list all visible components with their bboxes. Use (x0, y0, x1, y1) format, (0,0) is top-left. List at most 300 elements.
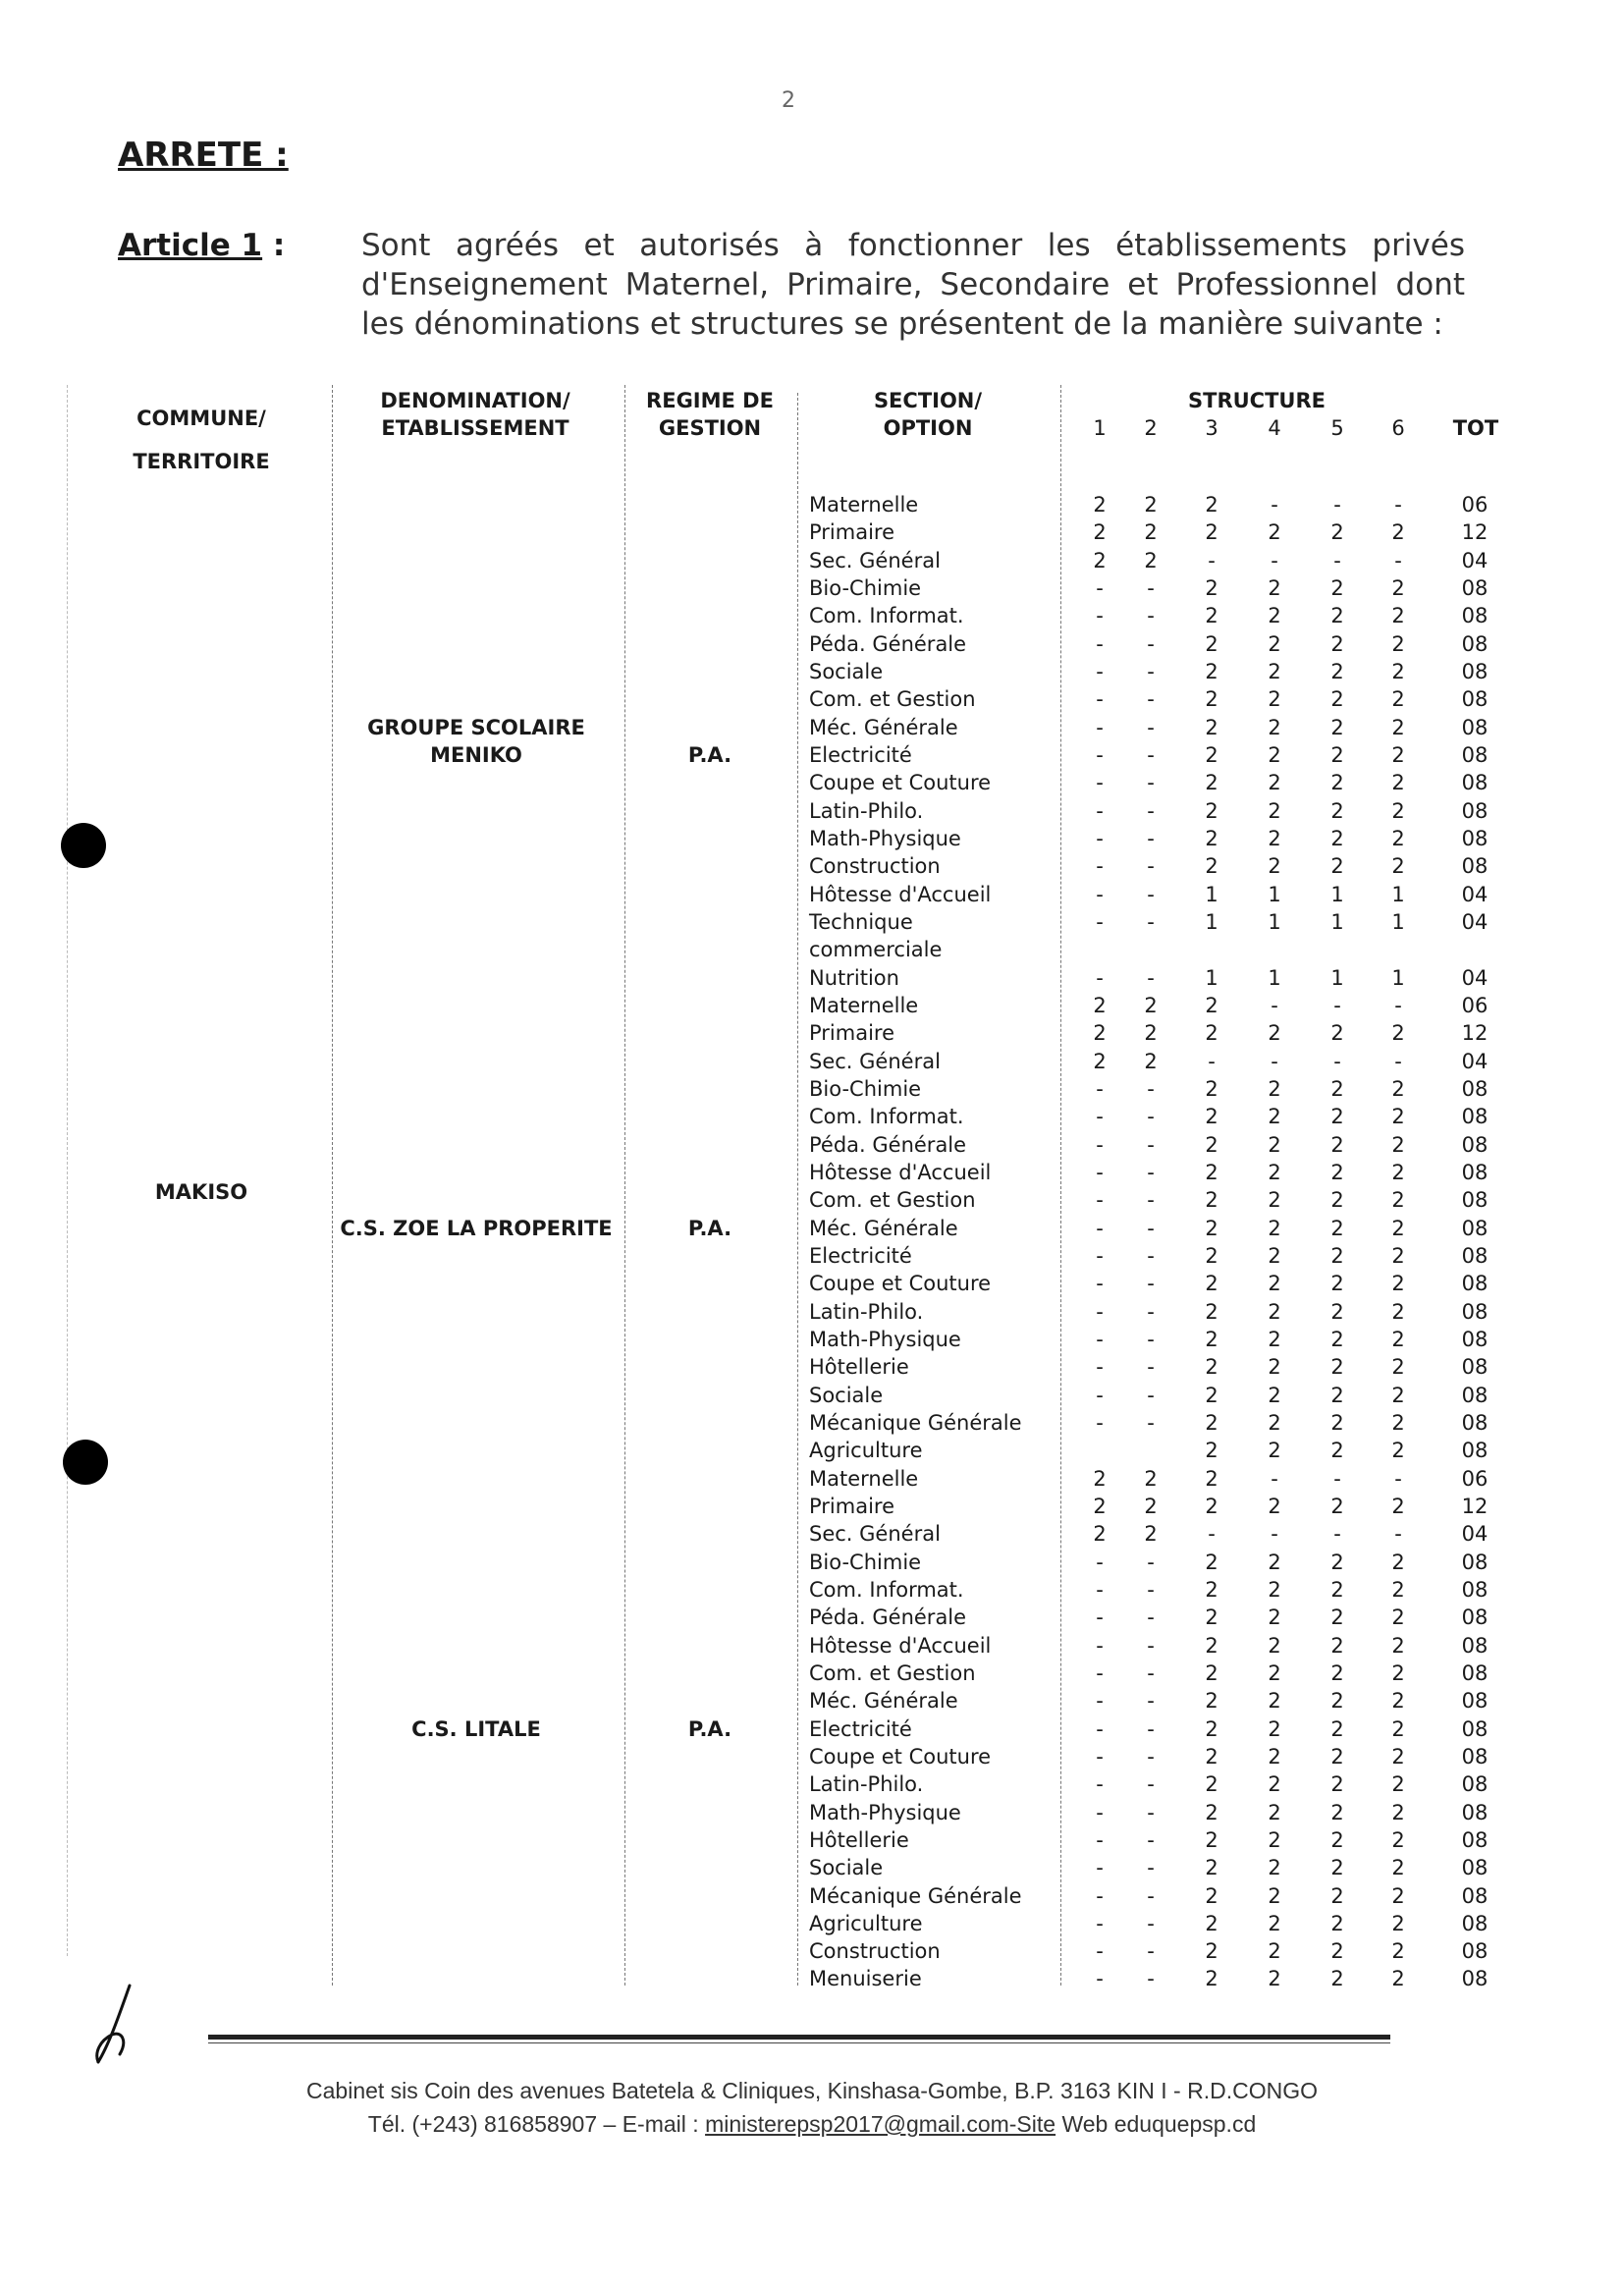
option-label: Sociale (809, 1383, 884, 1407)
class-3-count: 2 (1205, 1272, 1218, 1296)
class-2-count: - (1147, 1689, 1155, 1714)
option-label: Math-Physique (809, 1327, 961, 1351)
class-4-count: 2 (1268, 1550, 1281, 1574)
class-4-count: 2 (1268, 826, 1281, 850)
class-6-count: 2 (1391, 604, 1405, 628)
class-2-count: - (1147, 687, 1155, 712)
class-2-count: - (1147, 1327, 1155, 1351)
class-2-count: - (1147, 1744, 1155, 1769)
class-2-count: - (1147, 826, 1155, 850)
class-4-count: 2 (1268, 715, 1281, 739)
class-2-count: - (1147, 1188, 1155, 1213)
class-1-count: - (1096, 659, 1104, 683)
class-5-count: 2 (1330, 1827, 1344, 1852)
header-class-4: 4 (1268, 416, 1281, 440)
row-total: 08 (1461, 687, 1489, 712)
class-1-count: - (1096, 1188, 1104, 1213)
class-1-count: - (1096, 1243, 1104, 1268)
header-tot: TOT (1452, 416, 1499, 440)
option-label: Electricité (809, 742, 912, 767)
class-2-count: - (1147, 1272, 1155, 1296)
class-1-count: - (1096, 826, 1104, 850)
class-1-count: - (1096, 1633, 1104, 1658)
class-3-count: 2 (1205, 1800, 1218, 1824)
row-total: 08 (1461, 1076, 1489, 1101)
article-number: Article 1 (118, 228, 263, 263)
class-1-count: - (1096, 1410, 1104, 1435)
class-2-count: - (1147, 1410, 1155, 1435)
option-label: Technique (809, 909, 913, 934)
row-total: 08 (1461, 659, 1489, 683)
class-1-count: 2 (1093, 1466, 1107, 1491)
class-6-count: 2 (1391, 1216, 1405, 1240)
class-1-count: - (1096, 1076, 1104, 1101)
row-total: 12 (1461, 1021, 1489, 1046)
row-total: 12 (1461, 520, 1489, 545)
option-label: Mécanique Générale (809, 1410, 1022, 1435)
class-2-count: - (1147, 771, 1155, 795)
row-total: 08 (1461, 1689, 1489, 1714)
row-total: 08 (1461, 1827, 1489, 1852)
row-total: 08 (1461, 1606, 1489, 1630)
class-1-count: 2 (1093, 1049, 1107, 1073)
class-6-count: 2 (1391, 1272, 1405, 1296)
class-5-count: 2 (1330, 854, 1344, 879)
row-total: 08 (1461, 742, 1489, 767)
class-5-count: 2 (1330, 1327, 1344, 1351)
class-6-count: 2 (1391, 826, 1405, 850)
class-3-count: 2 (1205, 1160, 1218, 1184)
class-5-count: 2 (1330, 1606, 1344, 1630)
class-1-count: - (1096, 1772, 1104, 1797)
class-6-count: 2 (1391, 1772, 1405, 1797)
class-6-count: - (1394, 493, 1402, 517)
header-commune: COMMUNE/ (136, 407, 266, 430)
option-label: Latin-Philo. (809, 1772, 924, 1797)
header-gestion: GESTION (658, 416, 762, 440)
class-1-count: 2 (1093, 1522, 1107, 1547)
class-6-count: 2 (1391, 687, 1405, 712)
class-5-count: 2 (1330, 798, 1344, 823)
class-1-count: - (1096, 1355, 1104, 1380)
row-total: 08 (1461, 1911, 1489, 1935)
class-6-count: - (1394, 993, 1402, 1017)
school-name: C.S. LITALE (411, 1716, 541, 1741)
header-section: SECTION/ (873, 389, 983, 412)
class-3-count: 2 (1205, 1105, 1218, 1129)
class-1-count: 2 (1093, 493, 1107, 517)
class-6-count: - (1394, 1466, 1402, 1491)
arrete-heading: ARRETE : (118, 136, 289, 175)
option-label: Hôtesse d'Accueil (809, 1160, 992, 1184)
class-6-count: 2 (1391, 1132, 1405, 1157)
class-3-count: 1 (1205, 882, 1218, 906)
row-total: 08 (1461, 1327, 1489, 1351)
class-1-count: - (1096, 798, 1104, 823)
article-colon: : (262, 228, 286, 263)
class-3-count: 2 (1205, 1716, 1218, 1741)
row-total: 08 (1461, 1550, 1489, 1574)
class-4-count: 2 (1268, 1021, 1281, 1046)
class-4-count: 2 (1268, 1689, 1281, 1714)
row-total: 08 (1461, 1188, 1489, 1213)
class-4-count: 2 (1268, 1410, 1281, 1435)
class-2-count: - (1147, 631, 1155, 656)
class-1-count: - (1096, 1577, 1104, 1602)
class-1-count: - (1096, 1272, 1104, 1296)
class-3-count: 2 (1205, 1021, 1218, 1046)
option-label: Péda. Générale (809, 1606, 967, 1630)
row-total: 06 (1461, 493, 1489, 517)
column-divider (624, 385, 625, 1986)
header-option: OPTION (883, 416, 973, 440)
class-5-count: 1 (1330, 909, 1344, 934)
class-4-count: 2 (1268, 1744, 1281, 1769)
class-5-count: 2 (1330, 1856, 1344, 1880)
row-total: 06 (1461, 993, 1489, 1017)
class-6-count: 2 (1391, 659, 1405, 683)
option-label: Coupe et Couture (809, 1272, 992, 1296)
option-label: Méc. Générale (809, 715, 958, 739)
class-5-count: 2 (1330, 1689, 1344, 1714)
class-5-count: 2 (1330, 631, 1344, 656)
class-5-count: 2 (1330, 1105, 1344, 1129)
class-3-count: 2 (1205, 854, 1218, 879)
class-3-count: 2 (1205, 1327, 1218, 1351)
row-total: 08 (1461, 1772, 1489, 1797)
class-3-count: 2 (1205, 1439, 1218, 1463)
class-4-count: 2 (1268, 1132, 1281, 1157)
class-4-count: 2 (1268, 771, 1281, 795)
option-label: Nutrition (809, 965, 899, 990)
class-3-count: 2 (1205, 631, 1218, 656)
class-6-count: 2 (1391, 715, 1405, 739)
class-5-count: 2 (1330, 1939, 1344, 1964)
class-1-count: - (1096, 1383, 1104, 1407)
class-1-count: - (1096, 1216, 1104, 1240)
option-label: Com. Informat. (809, 1577, 964, 1602)
row-total: 08 (1461, 1160, 1489, 1184)
class-1-count: - (1096, 1606, 1104, 1630)
option-label: Primaire (809, 520, 895, 545)
option-label: Coupe et Couture (809, 1744, 992, 1769)
class-6-count: 2 (1391, 1410, 1405, 1435)
class-5-count: 2 (1330, 1660, 1344, 1685)
row-total: 12 (1461, 1494, 1489, 1518)
class-3-count: 2 (1205, 1967, 1218, 1991)
class-2-count: 2 (1144, 1021, 1158, 1046)
class-1-count: 2 (1093, 520, 1107, 545)
class-6-count: 2 (1391, 575, 1405, 600)
footer-contact (0, 2111, 1624, 2138)
class-3-count: 2 (1205, 1856, 1218, 1880)
class-6-count: 2 (1391, 1383, 1405, 1407)
row-total: 08 (1461, 1132, 1489, 1157)
class-2-count: - (1147, 1772, 1155, 1797)
footer-phone: Tél. (+243) 816858907 – E-mail : (367, 2111, 706, 2137)
commune-name: MAKISO (154, 1180, 248, 1204)
class-2-count: - (1147, 1633, 1155, 1658)
class-2-count: - (1147, 1800, 1155, 1824)
class-2-count: - (1147, 1939, 1155, 1964)
class-3-count: 2 (1205, 993, 1218, 1017)
class-4-count: - (1271, 1049, 1278, 1073)
row-total: 08 (1461, 1633, 1489, 1658)
punch-hole (63, 1440, 108, 1485)
class-3-count: 2 (1205, 1216, 1218, 1240)
class-6-count: 2 (1391, 1243, 1405, 1268)
class-6-count: 2 (1391, 520, 1405, 545)
column-divider (1060, 385, 1061, 1986)
class-1-count: - (1096, 1827, 1104, 1852)
class-4-count: - (1271, 493, 1278, 517)
class-4-count: 2 (1268, 1355, 1281, 1380)
class-5-count: 2 (1330, 1577, 1344, 1602)
header-etablissement: ETABLISSEMENT (381, 416, 569, 440)
row-total: 08 (1461, 1299, 1489, 1324)
school-regime: P.A. (687, 1216, 732, 1240)
row-total: 08 (1461, 798, 1489, 823)
option-label: Méc. Générale (809, 1216, 958, 1240)
class-6-count: 2 (1391, 1689, 1405, 1714)
class-4-count: 2 (1268, 1883, 1281, 1908)
header-class-5: 5 (1330, 416, 1344, 440)
option-label: Com. et Gestion (809, 687, 976, 712)
school-name: GROUPE SCOLAIRE (367, 715, 585, 739)
class-1-count: 2 (1093, 993, 1107, 1017)
punch-hole (61, 823, 106, 868)
class-1-count: - (1096, 1800, 1104, 1824)
row-total: 04 (1461, 1049, 1489, 1073)
class-1-count: 2 (1093, 1021, 1107, 1046)
class-6-count: 2 (1391, 1494, 1405, 1518)
class-6-count: 2 (1391, 1939, 1405, 1964)
class-4-count: - (1271, 1522, 1278, 1547)
row-total: 08 (1461, 771, 1489, 795)
option-label: Hôtellerie (809, 1355, 909, 1380)
footer-address: Cabinet sis Coin des avenues Batetela & Cliniques, Kinshasa-Gombe, B.P. 3163 KIN I - R.D.CONGO (306, 2078, 1318, 2103)
class-4-count: 2 (1268, 1800, 1281, 1824)
option-label: Sec. Général (809, 548, 941, 572)
class-5-count: 2 (1330, 1355, 1344, 1380)
row-total: 08 (1461, 715, 1489, 739)
class-2-count: - (1147, 1827, 1155, 1852)
class-4-count: 2 (1268, 1911, 1281, 1935)
row-total: 08 (1461, 1856, 1489, 1880)
class-3-count: 1 (1205, 965, 1218, 990)
class-2-count: 2 (1144, 1522, 1158, 1547)
option-label: Menuiserie (809, 1967, 922, 1991)
option-label: Latin-Philo. (809, 798, 924, 823)
class-5-count: 2 (1330, 742, 1344, 767)
class-4-count: 2 (1268, 798, 1281, 823)
class-1-count: - (1096, 742, 1104, 767)
class-5-count: 2 (1330, 1883, 1344, 1908)
footer-rule-thin (208, 2042, 1390, 2043)
class-3-count: 2 (1205, 1466, 1218, 1491)
class-6-count: 2 (1391, 1188, 1405, 1213)
class-6-count: 2 (1391, 798, 1405, 823)
class-3-count: - (1208, 548, 1216, 572)
class-4-count: 2 (1268, 1606, 1281, 1630)
option-label: Méc. Générale (809, 1689, 958, 1714)
class-1-count: - (1096, 1660, 1104, 1685)
class-3-count: 2 (1205, 575, 1218, 600)
class-6-count: 2 (1391, 1800, 1405, 1824)
class-1-count: - (1096, 715, 1104, 739)
class-6-count: 2 (1391, 1160, 1405, 1184)
class-1-count: - (1096, 1883, 1104, 1908)
option-label: Agriculture (809, 1439, 923, 1463)
class-5-count: 2 (1330, 1800, 1344, 1824)
class-2-count: - (1147, 742, 1155, 767)
row-total: 08 (1461, 1744, 1489, 1769)
class-2-count: - (1147, 1076, 1155, 1101)
class-4-count: 2 (1268, 1299, 1281, 1324)
row-total: 08 (1461, 1355, 1489, 1380)
class-6-count: 2 (1391, 1827, 1405, 1852)
class-2-count: 2 (1144, 493, 1158, 517)
class-6-count: 2 (1391, 1911, 1405, 1935)
class-4-count: 2 (1268, 687, 1281, 712)
header-class-6: 6 (1391, 416, 1405, 440)
option-label: Com. Informat. (809, 1105, 964, 1129)
class-1-count: - (1096, 854, 1104, 879)
class-5-count: - (1333, 548, 1341, 572)
class-5-count: 2 (1330, 1911, 1344, 1935)
class-5-count: 1 (1330, 965, 1344, 990)
class-5-count: 2 (1330, 1216, 1344, 1240)
option-label: Sociale (809, 1856, 884, 1880)
class-2-count: - (1147, 1606, 1155, 1630)
row-total: 08 (1461, 1660, 1489, 1685)
class-5-count: 2 (1330, 575, 1344, 600)
header-territoire: TERRITOIRE (133, 450, 270, 473)
class-4-count: 1 (1268, 882, 1281, 906)
class-2-count: - (1147, 1105, 1155, 1129)
class-5-count: 2 (1330, 1160, 1344, 1184)
class-4-count: 2 (1268, 604, 1281, 628)
class-5-count: 2 (1330, 1439, 1344, 1463)
class-5-count: 2 (1330, 1716, 1344, 1741)
option-label: Hôtellerie (809, 1827, 909, 1852)
class-6-count: 2 (1391, 1021, 1405, 1046)
footer-website: Web eduquepsp.cd (1056, 2111, 1257, 2137)
article-label (118, 228, 285, 263)
class-4-count: 2 (1268, 1327, 1281, 1351)
class-5-count: 1 (1330, 882, 1344, 906)
row-total: 08 (1461, 1577, 1489, 1602)
class-1-count: - (1096, 882, 1104, 906)
class-1-count: - (1096, 1939, 1104, 1964)
school-regime: P.A. (687, 742, 732, 767)
class-6-count: 2 (1391, 1105, 1405, 1129)
class-5-count: 2 (1330, 520, 1344, 545)
class-5-count: 2 (1330, 826, 1344, 850)
row-total: 08 (1461, 1800, 1489, 1824)
class-5-count: 2 (1330, 1076, 1344, 1101)
class-1-count: - (1096, 1911, 1104, 1935)
row-total: 08 (1461, 854, 1489, 879)
class-6-count: 2 (1391, 1856, 1405, 1880)
class-5-count: - (1333, 993, 1341, 1017)
class-4-count: 2 (1268, 1939, 1281, 1964)
class-3-count: 2 (1205, 1550, 1218, 1574)
footer-email: ministerepsp2017@gmail.com-Site (705, 2111, 1056, 2137)
class-6-count: 2 (1391, 631, 1405, 656)
class-5-count: 2 (1330, 1772, 1344, 1797)
class-2-count: - (1147, 1216, 1155, 1240)
class-6-count: - (1394, 548, 1402, 572)
class-6-count: 2 (1391, 1327, 1405, 1351)
class-2-count: - (1147, 1355, 1155, 1380)
class-4-count: 2 (1268, 854, 1281, 879)
class-3-count: 2 (1205, 1633, 1218, 1658)
row-total: 08 (1461, 1716, 1489, 1741)
row-total: 08 (1461, 631, 1489, 656)
class-5-count: 2 (1330, 659, 1344, 683)
class-2-count: - (1147, 1716, 1155, 1741)
class-5-count: 2 (1330, 1633, 1344, 1658)
class-1-count: - (1096, 965, 1104, 990)
class-5-count: 2 (1330, 1243, 1344, 1268)
class-4-count: 2 (1268, 1216, 1281, 1240)
option-label: Com. et Gestion (809, 1188, 976, 1213)
class-2-count: 2 (1144, 520, 1158, 545)
class-5-count: 2 (1330, 1132, 1344, 1157)
class-4-count: 2 (1268, 1160, 1281, 1184)
class-4-count: 2 (1268, 1272, 1281, 1296)
class-3-count: 2 (1205, 1883, 1218, 1908)
header-denomination: DENOMINATION/ (380, 389, 570, 412)
class-6-count: 2 (1391, 742, 1405, 767)
class-4-count: - (1271, 1466, 1278, 1491)
signature-mark (90, 1984, 149, 2064)
class-1-count: - (1096, 575, 1104, 600)
class-3-count: 2 (1205, 798, 1218, 823)
class-2-count: - (1147, 1967, 1155, 1991)
option-label: Sociale (809, 659, 884, 683)
class-1-count: - (1096, 1132, 1104, 1157)
row-total: 08 (1461, 1383, 1489, 1407)
row-total: 08 (1461, 1967, 1489, 1991)
class-3-count: 2 (1205, 1689, 1218, 1714)
class-5-count: - (1333, 493, 1341, 517)
class-3-count: 2 (1205, 1383, 1218, 1407)
class-3-count: 2 (1205, 1660, 1218, 1685)
class-2-count: - (1147, 798, 1155, 823)
class-5-count: 2 (1330, 1188, 1344, 1213)
option-label: Latin-Philo. (809, 1299, 924, 1324)
class-6-count: 2 (1391, 1883, 1405, 1908)
class-2-count: - (1147, 1132, 1155, 1157)
class-5-count: 2 (1330, 771, 1344, 795)
class-3-count: 2 (1205, 742, 1218, 767)
class-3-count: 2 (1205, 826, 1218, 850)
row-total: 08 (1461, 1439, 1489, 1463)
school-regime: P.A. (687, 1716, 732, 1741)
school-name: C.S. ZOE LA PROPERITE (340, 1216, 613, 1240)
class-6-count: 2 (1391, 1744, 1405, 1769)
option-label: Mécanique Générale (809, 1883, 1022, 1908)
option-label: Electricité (809, 1716, 912, 1741)
page-number: 2 (782, 88, 795, 113)
class-2-count: - (1147, 909, 1155, 934)
class-1-count: - (1096, 1856, 1104, 1880)
class-2-count: - (1147, 854, 1155, 879)
option-label: Primaire (809, 1021, 895, 1046)
class-1-count: - (1096, 1550, 1104, 1574)
